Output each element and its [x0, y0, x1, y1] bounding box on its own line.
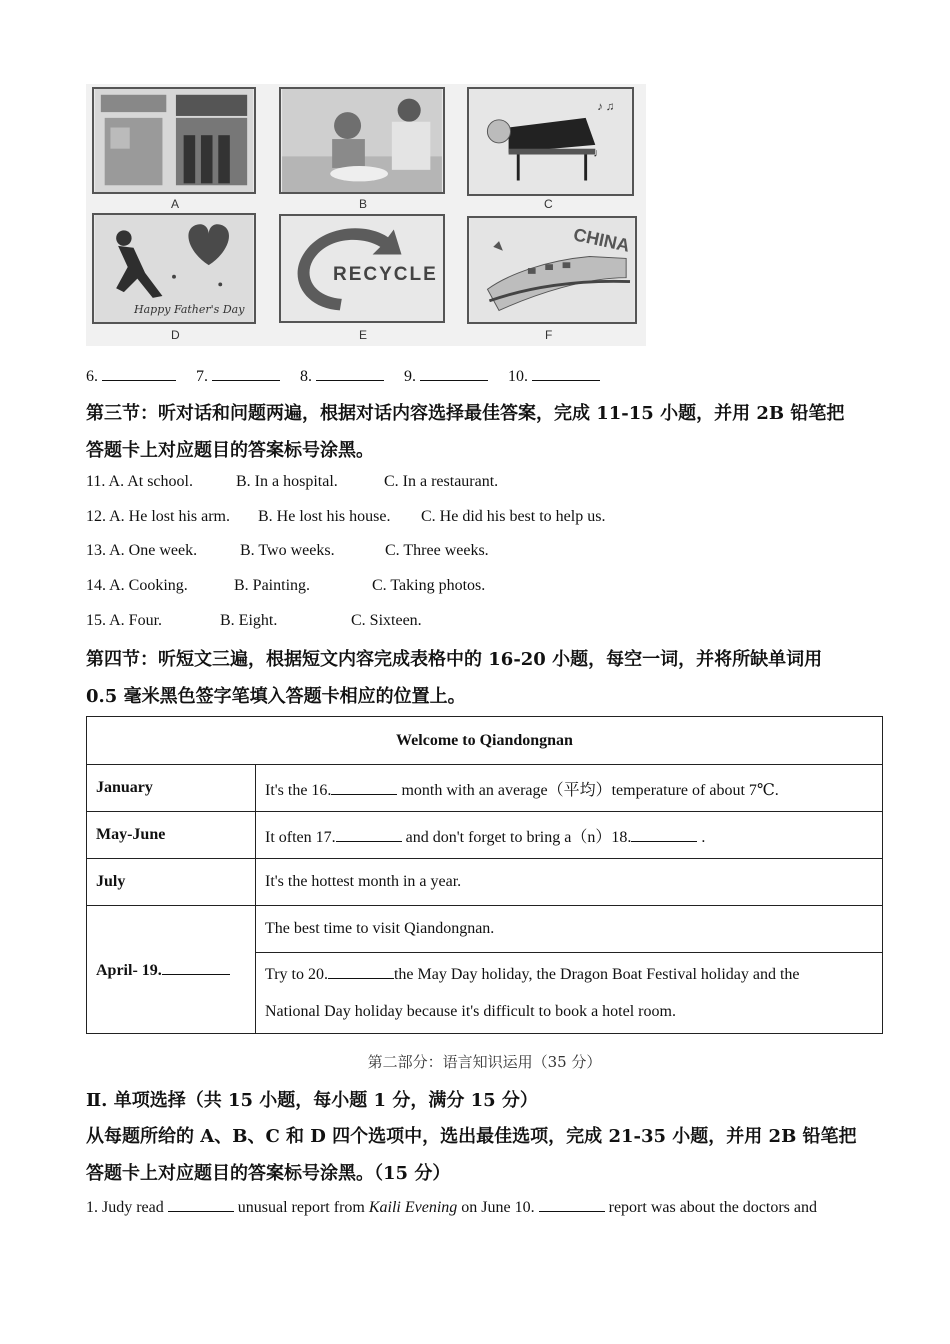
- picture-piano-music: [467, 87, 634, 196]
- answer-6-label: 6.: [86, 368, 98, 385]
- may-june-cell: [256, 812, 883, 859]
- january-cell: [256, 765, 883, 812]
- picture-letter-f: F: [545, 328, 553, 342]
- picture-letter-e: E: [359, 328, 368, 342]
- blank-17[interactable]: [336, 827, 402, 842]
- april-best-time-cell: The best time to visit Qiandongnan.: [256, 906, 883, 953]
- july-label: July: [87, 859, 256, 906]
- may-june-text-a: It often 17.: [265, 828, 336, 846]
- china-caption: CHINA: [571, 224, 632, 256]
- blank-16[interactable]: [331, 780, 397, 795]
- welcome-table: [86, 716, 883, 1034]
- picture-letter-c: C: [544, 197, 553, 211]
- january-label: January: [87, 765, 256, 812]
- q14-option-a[interactable]: 14. A. Cooking.: [86, 577, 188, 594]
- q15-option-a[interactable]: 15. A. Four.: [86, 612, 163, 629]
- q1-text-b: unusual report from: [233, 1199, 369, 1216]
- q14-option-c[interactable]: C. Taking photos.: [372, 577, 486, 594]
- picture-recycle: [279, 214, 445, 323]
- may-june-text-b: and don't forget to bring a（n）18.: [401, 828, 632, 846]
- q12-option-a[interactable]: 12. A. He lost his arm.: [86, 508, 230, 525]
- blank-19[interactable]: [162, 960, 230, 975]
- january-text-b: month with an average（平均）temperature of about 7℃.: [397, 781, 779, 799]
- q1-text-a: 1. Judy read: [86, 1199, 168, 1216]
- blank-18[interactable]: [631, 827, 697, 842]
- blank-20[interactable]: [328, 964, 394, 979]
- table-row-july: [87, 859, 883, 906]
- table-row-may-june: [87, 812, 883, 859]
- april-tip-text-a: Try to 20.: [265, 966, 328, 983]
- q11-option-b[interactable]: B. In a hospital.: [236, 473, 338, 490]
- april-tip-text-c: National Day holiday because it's difficult to book a hotel room.: [265, 1003, 676, 1020]
- part2-heading: 第二部分：语言知识运用（35 分）: [367, 1053, 602, 1071]
- part2-section-title: Ⅱ. 单项选择（共 15 小题，每小题 1 分，满分 15 分）: [86, 1090, 538, 1111]
- q1-blank-2[interactable]: [539, 1197, 605, 1212]
- table-title: Welcome to Qiandongnan: [87, 717, 883, 765]
- answer-8-blank[interactable]: [316, 366, 384, 381]
- april-label-cell: [87, 906, 256, 1034]
- picture-letter-d: D: [171, 328, 180, 342]
- q11-option-a[interactable]: 11. A. At school.: [86, 473, 193, 490]
- answer-6-blank[interactable]: [102, 366, 176, 381]
- picture-letter-b: B: [359, 197, 368, 211]
- q15-option-b[interactable]: B. Eight.: [220, 612, 278, 629]
- section4-instruction-line1: 第四节：听短文三遍，根据短文内容完成表格中的 16-20 小题，每空一词，并将所缺单词用: [86, 649, 823, 670]
- picture-post-office: [92, 87, 256, 194]
- answer-7-blank[interactable]: [212, 366, 280, 381]
- q1-newspaper-title: Kaili Evening: [368, 1199, 458, 1216]
- answer-9-blank[interactable]: [420, 366, 488, 381]
- mc-question-1: [86, 1197, 817, 1217]
- recycle-caption: RECYCLE: [333, 264, 438, 285]
- answer-10-label: 10.: [508, 368, 528, 385]
- april-tip-cell: [256, 953, 883, 1034]
- april-tip-text-b: the May Day holiday, the Dragon Boat Festival holiday and the: [393, 966, 800, 983]
- svg-text:♩: ♩: [593, 147, 605, 160]
- january-text-a: It's the 16.: [265, 781, 332, 799]
- svg-text:♪ ♫: ♪ ♫: [597, 101, 615, 114]
- section3-instruction-line2: 答题卡上对应题目的答案标号涂黑。: [86, 440, 374, 461]
- q13-option-c[interactable]: C. Three weeks.: [385, 542, 489, 559]
- answer-8-label: 8.: [300, 368, 312, 385]
- q12-option-c[interactable]: C. He did his best to help us.: [421, 508, 606, 525]
- answer-blanks-6-10: [86, 366, 600, 386]
- q12-option-b[interactable]: B. He lost his house.: [258, 508, 391, 525]
- table-row-april: [87, 906, 883, 953]
- q13-option-b[interactable]: B. Two weeks.: [240, 542, 335, 559]
- answer-10-blank[interactable]: [532, 366, 600, 381]
- july-cell: It's the hottest month in a year.: [256, 859, 883, 906]
- q15-option-c[interactable]: C. Sixteen.: [351, 612, 422, 629]
- section4-instruction-line2: 0.5 毫米黑色签字笔填入答题卡相应的位置上。: [86, 686, 466, 707]
- picture-letter-a: A: [171, 197, 180, 211]
- picture-fathers-day: [92, 213, 256, 324]
- fathers-day-caption: Happy Father's Day: [134, 303, 245, 316]
- answer-7-label: 7.: [196, 368, 208, 385]
- table-row-january: [87, 765, 883, 812]
- q13-option-a[interactable]: 13. A. One week.: [86, 542, 198, 559]
- picture-china-train: [467, 216, 637, 324]
- section3-instruction-line1: 第三节：听对话和问题两遍，根据对话内容选择最佳答案，完成 11-15 小题，并用 2B 铅笔把: [86, 403, 845, 424]
- q11-option-c[interactable]: C. In a restaurant.: [384, 473, 499, 490]
- answer-9-label: 9.: [404, 368, 416, 385]
- part2-instruction-line2: 答题卡上对应题目的答案标号涂黑。（15 分）: [86, 1163, 451, 1184]
- may-june-label: May-June: [87, 812, 256, 859]
- part2-instruction-line1: 从每题所给的 A、B、C 和 D 四个选项中，选出最佳选项，完成 21-35 小题，并用 2B 铅笔把: [86, 1126, 857, 1147]
- may-june-text-c: .: [697, 828, 706, 846]
- april-label: April- 19.: [96, 961, 162, 979]
- q1-blank-1[interactable]: [168, 1197, 234, 1212]
- q14-option-b[interactable]: B. Painting.: [234, 577, 311, 594]
- q1-text-d: report was about the doctors and: [604, 1199, 817, 1216]
- picture-family-dinner: [279, 87, 445, 194]
- q1-text-c: on June 10.: [457, 1199, 539, 1216]
